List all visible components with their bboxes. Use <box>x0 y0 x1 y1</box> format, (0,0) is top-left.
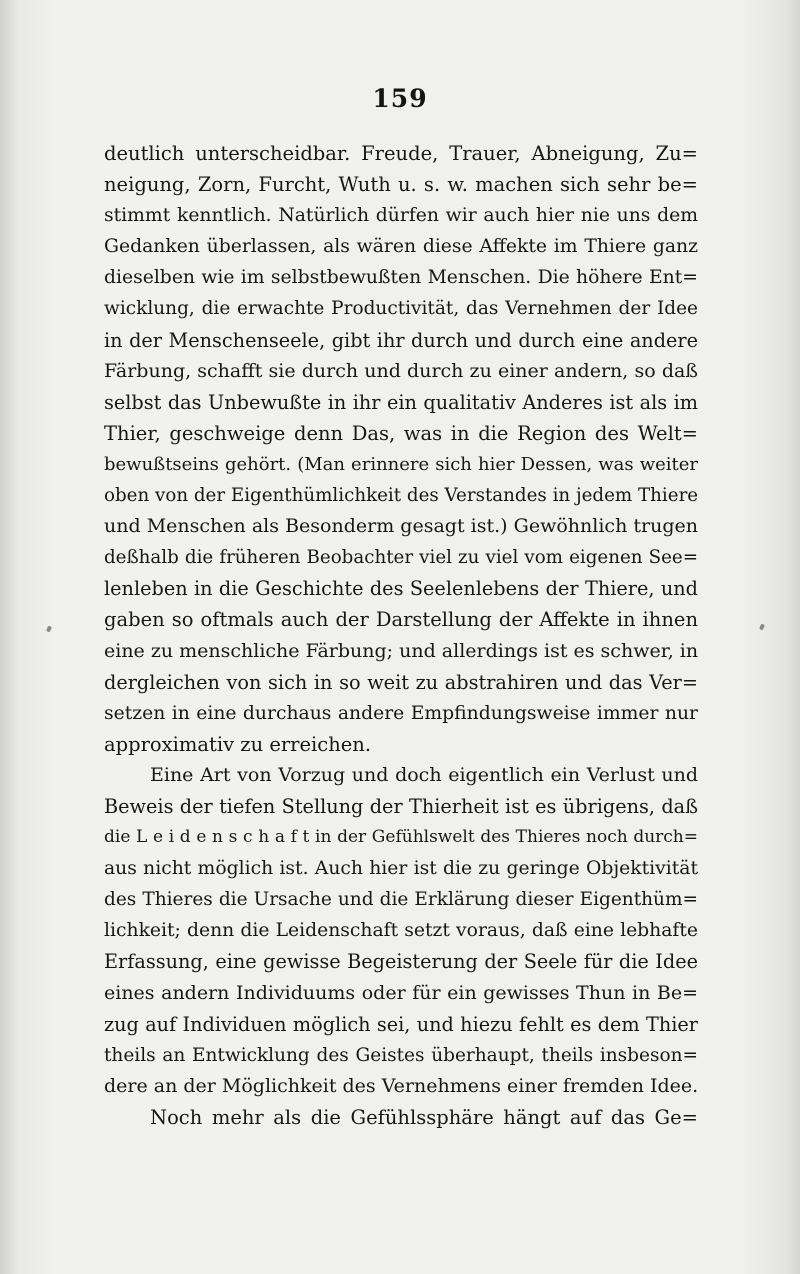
text-line: stimmt kenntlich. Natürlich dürfen wir auch hier nie uns dem <box>104 205 698 227</box>
text-line: Beweis der tiefen Stellung der Thierheit ist es übrigens, daß <box>104 794 698 818</box>
text-line: Eine Art von Vorzug und doch eigentlich ein Verlust und <box>150 763 698 786</box>
body-text <box>104 138 698 1133</box>
paper-speck-right <box>759 623 765 630</box>
text-line: deutlich unterscheidbar. Freude, Trauer, Abneigung, Zu= <box>104 142 698 165</box>
text-line: aus nicht möglich ist. Auch hier ist die zu geringe Objektivität <box>104 858 698 880</box>
text-line: des Thieres die Ursache und die Erklärung dieser Eigenthüm= <box>104 889 698 911</box>
text-line: gaben so oftmals auch der Darstellung der Affekte in ihnen <box>104 608 698 632</box>
text-line: approximativ zu erreichen. <box>104 732 372 756</box>
text-line: eines andern Individuums oder für ein gewisses Thun in Be= <box>104 981 698 1004</box>
text-line: dere an der Möglichkeit des Vernehmens einer fremden Idee. <box>104 1074 698 1097</box>
text-line: Gedanken überlassen, als wären diese Affekte im Thiere ganz <box>104 236 698 258</box>
paper-speck-left <box>46 625 52 632</box>
page-number: 159 <box>372 84 428 113</box>
text-line: oben von der Eigenthümlichkeit des Verstandes in jedem Thiere <box>104 485 698 507</box>
text-line: zug auf Individuen möglich sei, und hiezu fehlt es dem Thier <box>104 1012 698 1036</box>
text-line: lichkeit; denn die Leidenschaft setzt voraus, daß eine lebhafte <box>104 920 698 942</box>
text-line: neigung, Zorn, Furcht, Wuth u. s. w. machen sich sehr be= <box>104 173 698 197</box>
text-line: in der Menschenseele, gibt ihr durch und durch eine andere <box>104 328 698 352</box>
text-line: setzen in eine durchaus andere Empfindungsweise immer nur <box>104 702 698 724</box>
text-line: Thier, geschweige denn Das, was in die Region des Welt= <box>104 421 698 445</box>
text-line: lenleben in die Geschichte des Seelenlebens der Thiere, und <box>104 577 698 601</box>
text-line: dieselben wie im selbstbewußten Menschen. Die höhere Ent= <box>104 267 698 289</box>
text-line: und Menschen als Besonderm gesagt ist.) Gewöhnlich trugen <box>104 515 698 538</box>
text-line: bewußtseins gehört. (Man erinnere sich hier Dessen, was weiter <box>104 453 698 475</box>
text-line: deßhalb die früheren Beobachter viel zu viel vom eigenen See= <box>104 547 698 569</box>
text-line: wicklung, die erwachte Productivität, das Vernehmen der Idee <box>104 298 698 320</box>
text-line: Erfassung, eine gewisse Begeisterung der Seele für die Idee <box>104 950 698 974</box>
text-line: theils an Entwicklung des Geistes überhaupt, theils insbeson= <box>104 1044 698 1066</box>
text-line: die L e i d e n s c h a f t in der Gefühlswelt des Thieres noch durch= <box>104 827 698 848</box>
text-line: eine zu menschliche Färbung; und allerdings ist es schwer, in <box>104 639 698 662</box>
text-line: Färbung, schafft sie durch und durch zu einer andern, so daß <box>104 359 698 382</box>
text-line: Noch mehr als die Gefühlssphäre hängt auf das Ge= <box>150 1105 698 1129</box>
text-line: selbst das Unbewußte in ihr ein qualitativ Anderes ist als im <box>104 390 698 414</box>
text-line: dergleichen von sich in so weit zu abstrahiren und das Ver= <box>104 670 698 694</box>
